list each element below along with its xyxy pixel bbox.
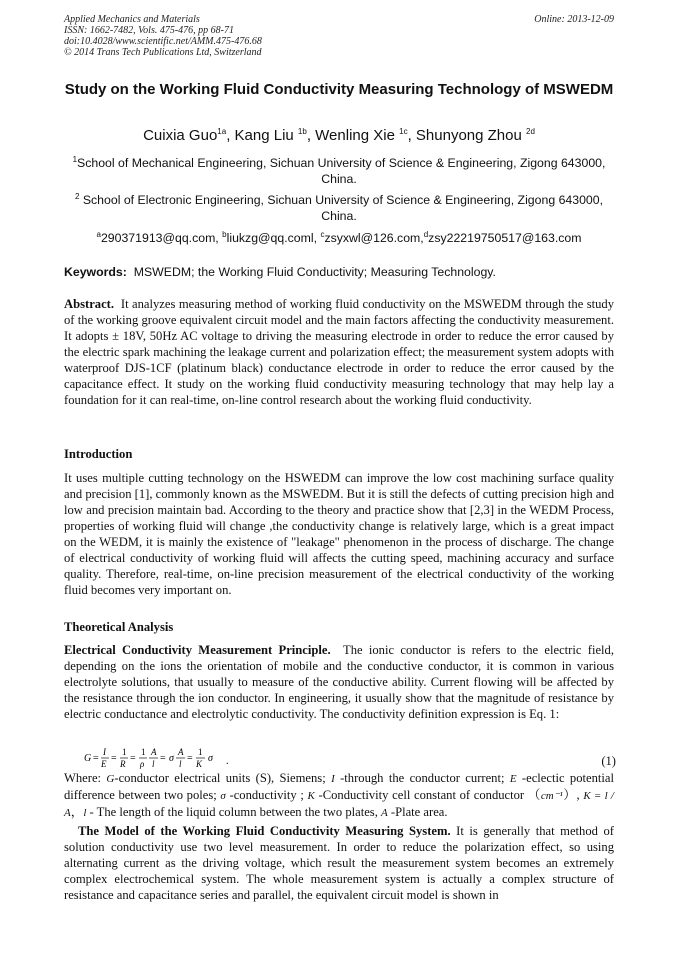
where-text: -Conductivity cell constant of conductor （ — [314, 788, 541, 802]
eq-symbol: = — [160, 753, 166, 764]
journal-name: Applied Mechanics and Materials — [64, 14, 200, 25]
eq-symbol: 1 — [122, 747, 127, 757]
eq-symbol: σ — [208, 753, 213, 764]
where-text: ）, — [562, 788, 584, 802]
eq-symbol: E — [101, 759, 107, 769]
equation-number: (1) — [601, 754, 616, 768]
eq-symbol: σ — [169, 753, 174, 764]
eq-symbol: 1 — [141, 747, 146, 757]
formula-k: K = l / A — [64, 790, 614, 819]
introduction-text: It uses multiple cutting technology on the HSWEDM can improve the low cost machining surface quality and precision [1], commonly known as the MSWEDM. But it is still the defects of cutting precision high and low and precision maintain bad. According to the theory and practice show that [2,3] in the WEDM Process, properties of working fluid will change ,the conductivity change is relatively large, which is a great impact on the WEDM, it is mainly the existence of "leakage" phenomenon in the process of discharge. The change of electrical conductivity of working fluid will affects the cutting speed, machining accuracy and surface quality. Therefore, real-time, on-line precision measurement of the electrical conductivity of the working fluid becomes very important on. — [64, 471, 614, 597]
email-text[interactable]: 290371913@qq.com, — [100, 231, 219, 245]
copyright-line: © 2014 Trans Tech Publications Ltd, Switzerland — [64, 47, 262, 58]
principle-paragraph — [64, 642, 614, 722]
eq-symbol: A — [151, 747, 157, 757]
model-text: It is generally that method of solution conductivity use two level measurement. In order to reduce the polarization effect, so using alternating current as the driving voltage, which result the measurement system becomes an extremely complex electrochemical system. The whole measurement system is actually a complex structure of resistance and capacitance series and parallel, the equivalent circuit model is shown in — [64, 824, 614, 902]
author-name: Kang Liu — [234, 127, 294, 144]
eq-symbol: 1 — [198, 747, 203, 757]
email-text[interactable]: zsyxwl@126.com, — [324, 231, 424, 245]
symbol-l: l — [83, 807, 87, 819]
affiliation-2 — [64, 192, 614, 224]
where-text: -through the conductor current; — [334, 771, 510, 785]
where-text: -conductor electrical units (S), Siemens; — [114, 771, 332, 785]
email-sup: d — [423, 229, 429, 239]
paper-title: Study on the Working Fluid Conductivity Measuring Technology of MSWEDM — [64, 81, 614, 98]
email-sup: c — [320, 229, 325, 239]
symbol-g: G — [106, 773, 115, 785]
eq-symbol: K — [196, 759, 203, 769]
unit-cm: cm⁻¹ — [540, 790, 563, 802]
email-list — [64, 230, 614, 246]
eq-symbol: ρ — [140, 759, 145, 769]
issn-line: ISSN: 1662-7482, Vols. 475-476, pp 68-71 — [64, 25, 234, 36]
abstract-label: Abstract. — [64, 297, 115, 311]
author-sup: 1c — [399, 127, 408, 136]
symbol-k: K — [307, 790, 315, 802]
keywords — [64, 264, 614, 280]
author-list: Cuixia Guo$^{1a}$, Kang Liu $^{1b}$, Wenling Xie $^{1c}$, Shunyong Zhou $^{2d}$ — [143, 127, 535, 144]
doi-line: doi:10.4028/www.scientific.net/AMM.475-476.68 — [64, 36, 262, 47]
symbol-i: I — [331, 773, 335, 785]
symbol-sigma: σ — [220, 790, 226, 802]
email-sup: a — [96, 229, 101, 239]
symbol-a: A — [381, 807, 388, 819]
where-text: ， — [70, 805, 84, 819]
email-text[interactable]: zsy22219750517@163.com — [428, 231, 582, 245]
symbol-e: E — [509, 773, 517, 785]
author-name: Shunyong Zhou — [415, 127, 522, 144]
where-text: - The length of the liquid column between the two plates, — [86, 805, 381, 819]
model-label: The Model of the Working Fluid Conductivity Measuring System. — [78, 824, 451, 838]
affiliation-sup: 2 — [74, 191, 80, 201]
model-paragraph — [64, 823, 614, 903]
principle-text: The ionic conductor is refers to the electric field, depending on the ions the orientation of mobile and the conductive conductor, it is common in various electrolyte solutions, that usually to measure of the conductive ability. Current flowing will be affected by the resistance through the ion conductor. In engineering, it usually show that the magnitude of resistance by electric conductance and electrolytic conductivity. The conductivity definition expression is Eq. 1: — [64, 643, 614, 721]
affiliation-text: School of Electronic Engineering, Sichuan University of Science & Engineering, Zigong 643000, China. — [82, 193, 604, 223]
where-text: -conductivity ; — [225, 788, 308, 802]
abstract — [64, 296, 614, 408]
introduction-heading: Introduction — [64, 447, 133, 461]
where-text: -eclectic potential difference between two poles; — [64, 771, 614, 802]
eq-symbol: = — [93, 753, 99, 764]
author-sup: 1b — [297, 127, 307, 136]
keywords-text: MSWEDM; the Working Fluid Conductivity; Measuring Technology. — [133, 265, 496, 279]
where-paragraph — [64, 770, 614, 821]
affiliation-text: School of Mechanical Engineering, Sichuan University of Science & Engineering, Zigong 643000, China. — [77, 156, 606, 186]
eq-symbol: R — [120, 759, 126, 769]
keywords-label: Keywords: — [64, 265, 127, 279]
where-text: -Plate area. — [387, 805, 448, 819]
eq-symbol: A — [178, 747, 184, 757]
email-text[interactable]: liukzg@qq.coml, — [226, 231, 318, 245]
author-sup: 2d — [526, 127, 535, 136]
email-sup: b — [222, 229, 227, 239]
theory-heading: Theoretical Analysis — [64, 620, 174, 634]
eq-symbol: = — [130, 753, 136, 764]
conductivity-equation — [84, 746, 264, 770]
author-name: Cuixia Guo — [143, 127, 218, 144]
eq-symbol: = — [187, 753, 193, 764]
eq-symbol: l — [179, 759, 182, 769]
eq-symbol: G — [84, 753, 92, 764]
author-sup: 1a — [217, 127, 227, 136]
affiliation-sup: 1 — [72, 154, 78, 164]
eq-symbol: I — [103, 747, 106, 757]
affiliation-1 — [64, 155, 614, 187]
author-name: Wenling Xie — [315, 127, 395, 144]
online-date: Online: 2013-12-09 — [534, 14, 614, 25]
eq-symbol: l — [152, 759, 155, 769]
equation-1 — [84, 746, 616, 770]
where-text: Where: — [64, 771, 107, 785]
abstract-text: It analyzes measuring method of working fluid conductivity on the MSWEDM through the study of the working groove equivalent circuit model and the main factors affecting the conductivity measurement. It adopts ± 18V, 50Hz AC voltage to driving the measuring electrode in order to reduce the error caused by the electric spark machining the leakage current and polarization effect; the measurement system adopts with waterproof DJS-1CF (platinum black) conductance electrode in order to reduce the error caused by the capacitance effect. It study on the working fluid conductivity measuring technology that may help lay a foundation for it can real-time, on-line control research about the working fluid conductivity. — [64, 297, 615, 407]
eq-symbol: . — [226, 756, 229, 767]
journal-header — [64, 14, 614, 58]
eq-symbol: = — [111, 753, 117, 764]
principle-label: Electrical Conductivity Measurement Principle. — [64, 643, 331, 657]
